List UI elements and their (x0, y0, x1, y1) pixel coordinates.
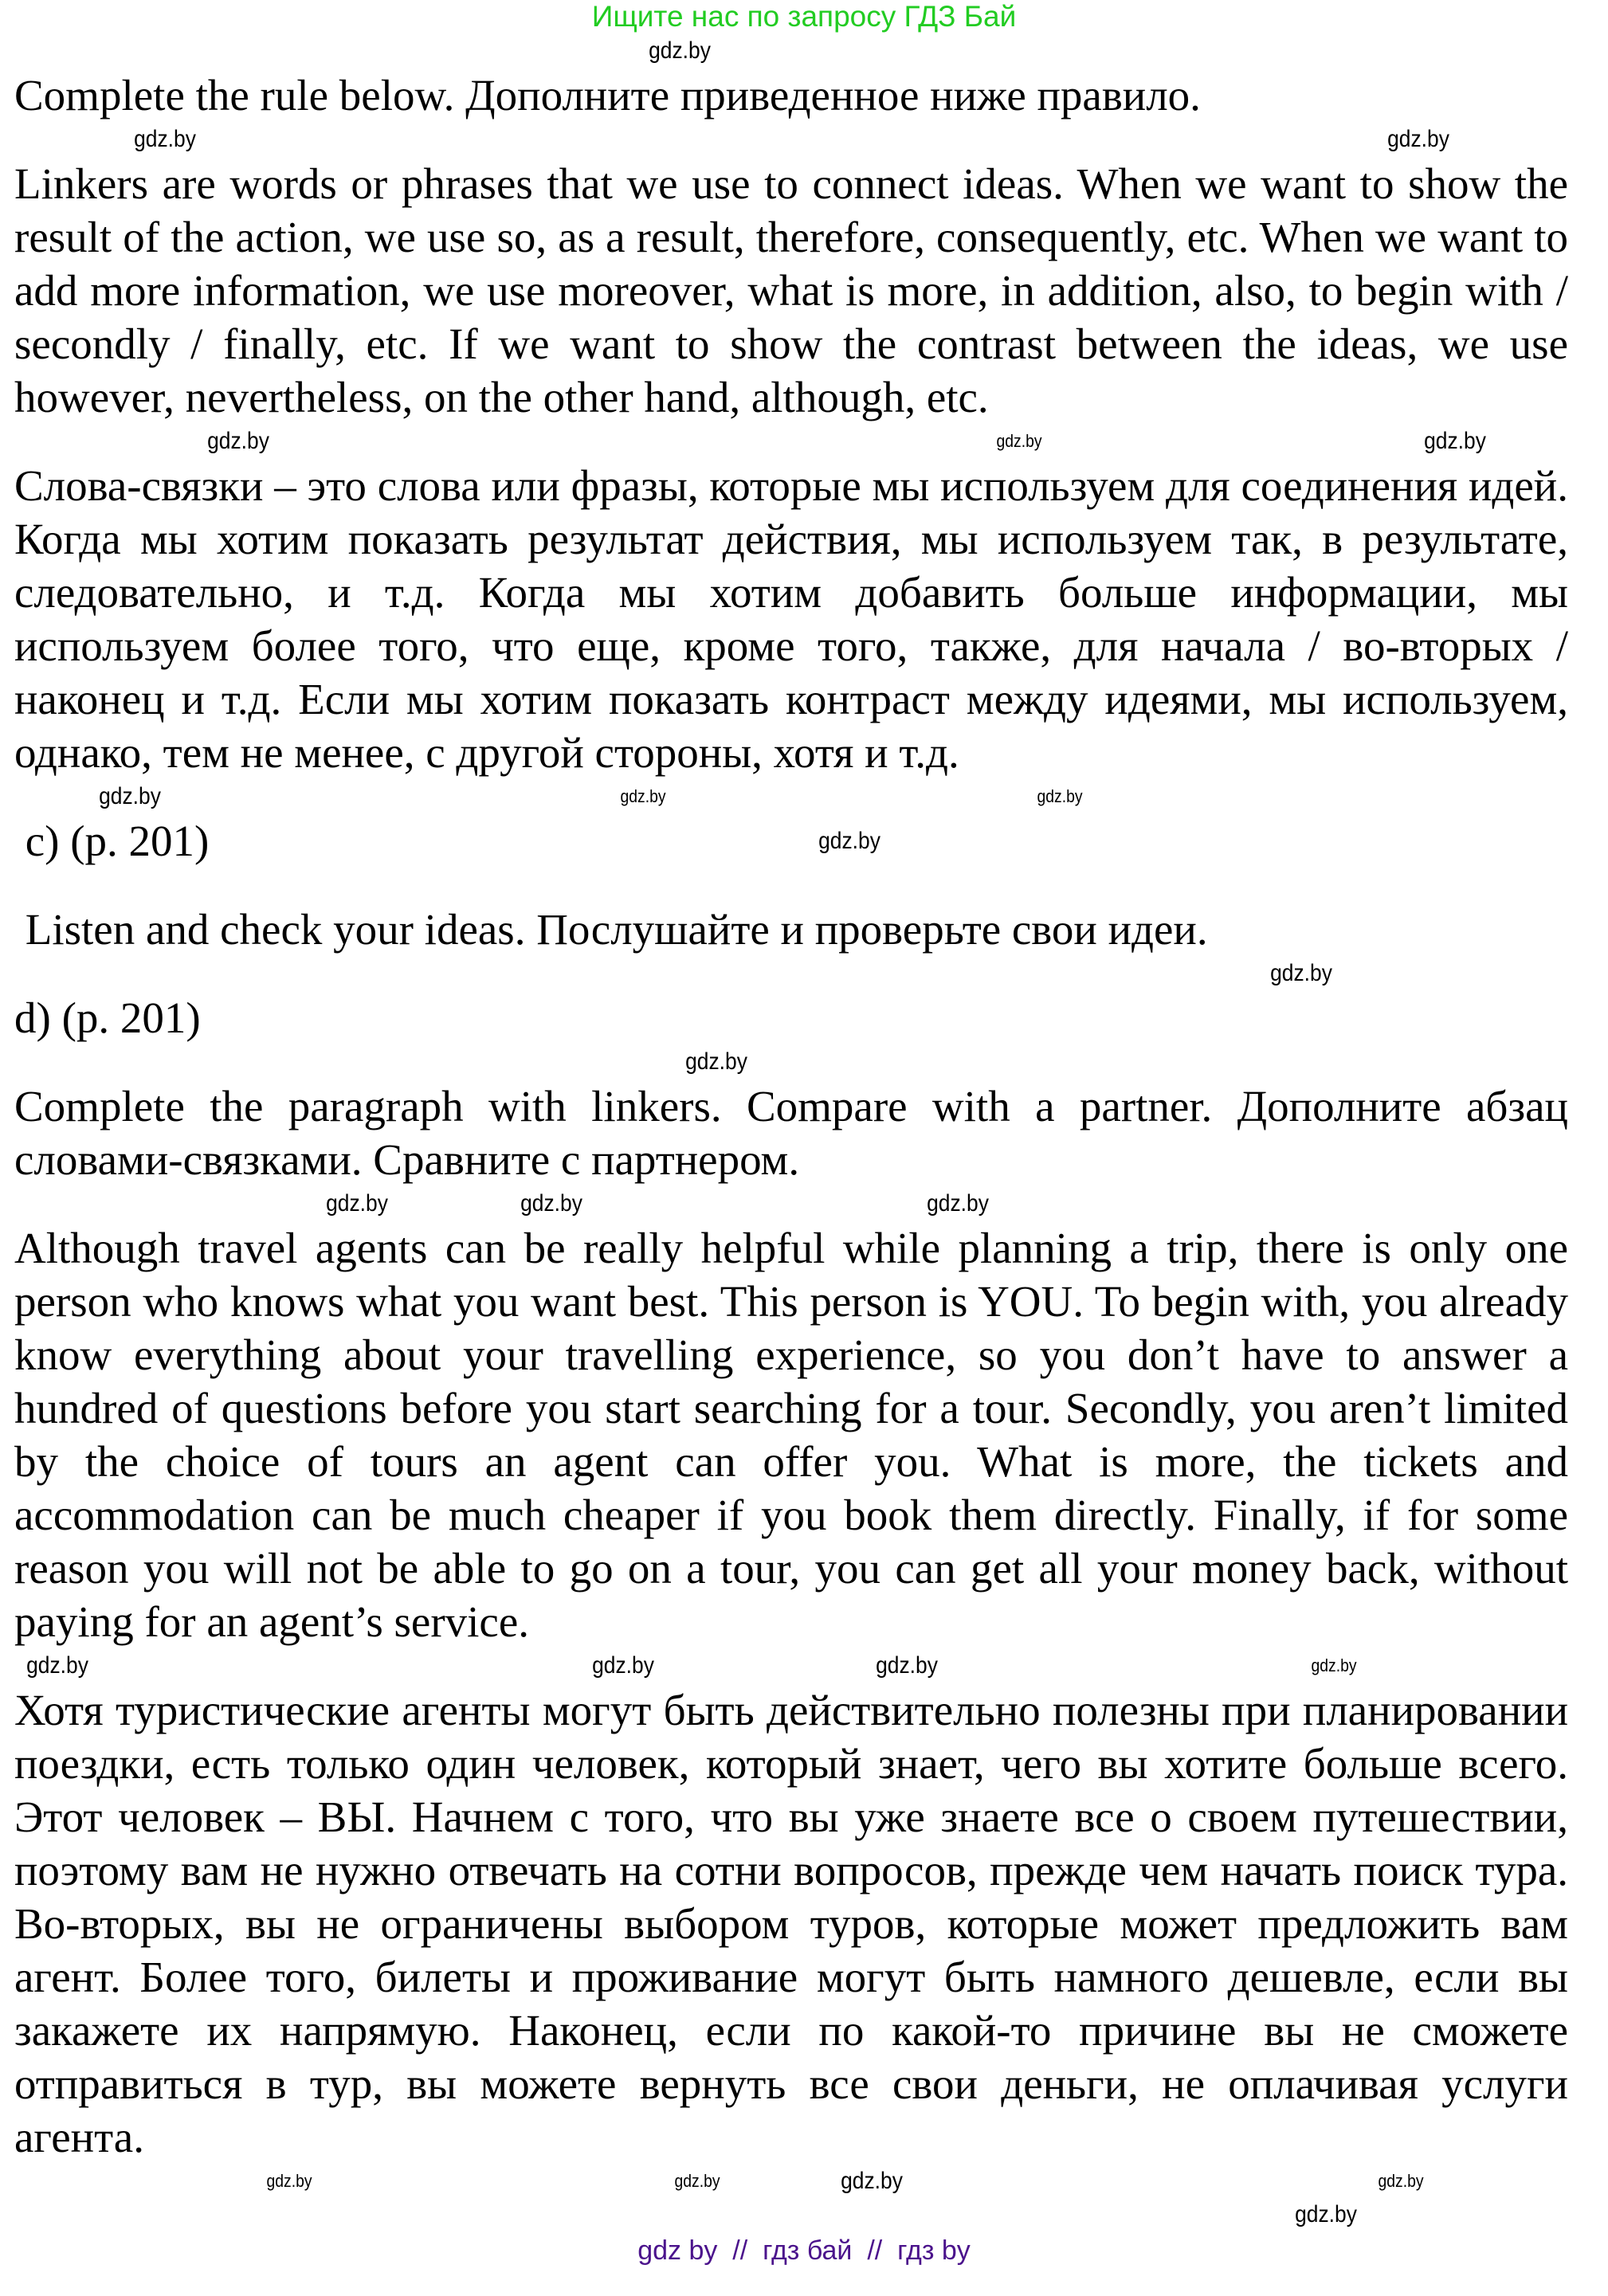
watermark-row (0, 779, 1608, 814)
watermark: gdz.by (1295, 2201, 1357, 2227)
watermark: gdz.by (99, 783, 161, 809)
watermark: gdz.by (841, 2168, 903, 2194)
watermark: gdz.by (996, 431, 1042, 451)
document-body (0, 1079, 1608, 1186)
watermark: gdz.by (1037, 786, 1083, 806)
document-body (0, 1683, 1608, 2164)
exercise-c-instruction: Listen and check your ideas. Послушайте и проверьте свои идеи. (14, 905, 1208, 954)
document-body (0, 157, 1608, 424)
spacer (0, 868, 1608, 903)
document-body (0, 903, 1608, 956)
instruction-rule: Complete the rule below. Дополните приведенное ниже правило. (14, 71, 1201, 120)
linkers-rule-ru: Слова-связки – это слова или фразы, которые мы используем для соединения идей. Когда мы хотим показать результат действия, мы используем так, в результате, следовательно, и т.д. Когда мы хотим добавить больше информации, мы используем более того, что еще, кроме того, также, для начала / во-вторых / наконец и т.д. Если мы хотим показать контраст между идеями, мы используем, однако, тем не менее, с другой стороны, хотя и т.д. (14, 461, 1568, 777)
document-body (0, 814, 1608, 868)
watermark-row (0, 1186, 1608, 1221)
watermark: gdz.by (685, 1048, 747, 1075)
document-body (0, 1221, 1608, 1648)
watermark-row (0, 1044, 1608, 1079)
watermark-row (0, 122, 1608, 157)
watermark-row (0, 33, 1608, 69)
answer-paragraph-en: Although travel agents can be really helpful while planning a trip, there is only one person who knows what you want best. This person is YOU. To begin with, you already know everything about your travelling experience, so you don’t have to answer a hundred of questions before you start searching for a tour. Secondly, you aren’t limited by the choice of tours an agent can offer you. What is more, the tickets and accommodation can be much cheaper if you book them directly. Finally, if for some reason you will not be able to go on a tour, you can get all your money back, without paying for an agent’s service. (14, 1224, 1568, 1646)
search-banner: Ищите нас по запросу ГДЗ Бай (591, 0, 1017, 33)
footer-links: gdz by // гдз бай // гдз by (637, 2235, 971, 2266)
watermark: gdz.by (134, 126, 196, 152)
document-body (0, 991, 1608, 1044)
watermark: gdz.by (26, 1652, 88, 1679)
watermark: gdz.by (207, 428, 269, 454)
exercise-d-instruction: Complete the paragraph with linkers. Compare with a partner. Дополните абзац словами-связками. Сравните с партнером. (14, 1082, 1568, 1184)
watermark: gdz.by (520, 1190, 582, 1217)
watermark-row (0, 424, 1608, 459)
watermark: gdz.by (1424, 428, 1486, 454)
exercise-d-heading: d) (p. 201) (14, 993, 201, 1042)
watermark: gdz.by (1311, 1655, 1357, 1675)
watermark: gdz.by (649, 37, 711, 64)
watermark: gdz.by (876, 1652, 938, 1679)
document-body (0, 69, 1608, 122)
watermark-row (0, 956, 1608, 991)
watermark: gdz.by (620, 786, 666, 806)
watermark-row (0, 2164, 1608, 2231)
exercise-c-heading (14, 814, 1568, 868)
document-body (0, 459, 1608, 779)
watermark: gdz.by (1378, 2171, 1424, 2191)
watermark: gdz.by (818, 827, 880, 854)
watermark: gdz.by (1387, 126, 1449, 152)
answer-paragraph-ru: Хотя туристические агенты могут быть действительно полезны при планировании поездки, есть только один человек, который знает, чего вы хотите больше всего. Этот человек – ВЫ. Начнем с того, что вы уже знаете все о своем путешествии, поэтому вам не нужно отвечать на сотни вопросов, прежде чем начать поиск тура. Во-вторых, вы не ограничены выбором туров, которые может предложить вам агент. Более того, билеты и проживание могут быть намного дешевле, если вы закажете их напрямую. Наконец, если по какой-то причине вы не сможете отправиться в тур, вы можете вернуть все свои деньги, не оплачивая услуги агента. (14, 1686, 1568, 2161)
linkers-rule-en: Linkers are words or phrases that we use to connect ideas. When we want to show the result of the action, we use so, as a result, therefore, consequently, etc. When we want to add more information, we use moreover, what is more, in addition, also, to begin with / secondly / finally, etc. If we want to show the contrast between the ideas, we use however, nevertheless, on the other hand, although, etc. (14, 159, 1568, 421)
watermark: gdz.by (1270, 960, 1332, 986)
watermark: gdz.by (927, 1190, 989, 1217)
watermark: gdz.by (674, 2171, 720, 2191)
watermark: gdz.by (266, 2171, 312, 2191)
exercise-c-label: c) (p. 201) (14, 817, 210, 865)
watermark-row (0, 1648, 1608, 1683)
watermark: gdz.by (592, 1652, 654, 1679)
watermark: gdz.by (326, 1190, 388, 1217)
